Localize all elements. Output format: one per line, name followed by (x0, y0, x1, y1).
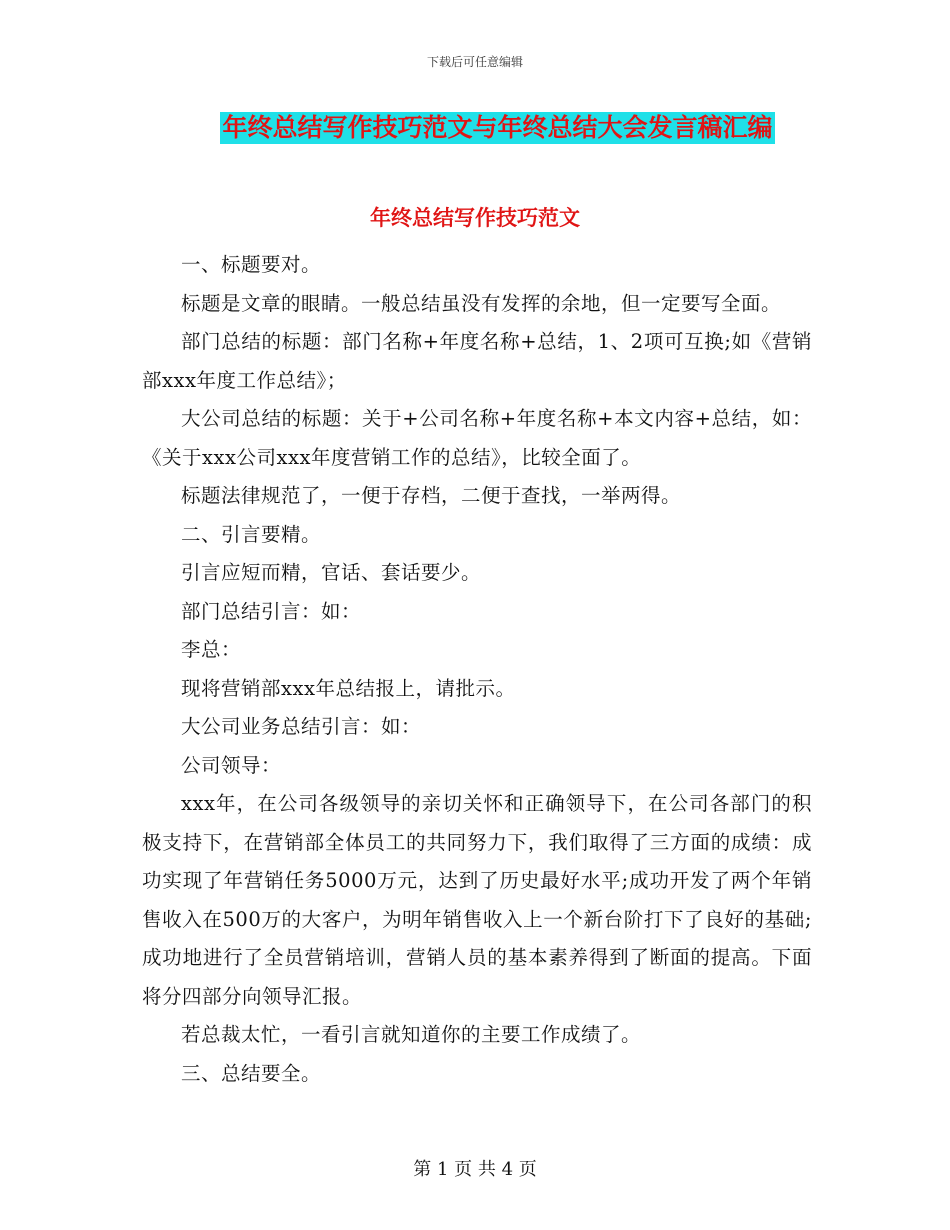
paragraph: 公司领导： (181, 753, 282, 777)
main-title: 年终总结写作技巧范文与年终总结大会发言稿汇编 (222, 113, 773, 142)
paragraph: 李总： (181, 638, 242, 661)
paragraph: 部门总结的标题：部门名称+年度名称+总结，1、2项可互换;如《营销部xxx年度工作总结》； (142, 330, 812, 392)
paragraph: 二、引言要精。 (181, 522, 322, 546)
paragraph: 大公司业务总结引言：如： (181, 715, 422, 738)
main-title-container (0, 112, 950, 144)
paragraph: 现将营销部xxx年总结报上，请批示。 (181, 676, 516, 700)
paragraph: 标题是文章的眼睛。一般总结虽没有发挥的余地，但一定要写全面。 (181, 291, 782, 315)
paragraph: 三、总结要全。 (181, 1061, 322, 1085)
document-body (142, 246, 812, 1093)
paragraph: 部门总结引言：如： (181, 599, 362, 623)
paragraph: 标题法律规范了，一便于存档，二便于查找，一举两得。 (181, 484, 682, 507)
paragraph: xxx年，在公司各级领导的亲切关怀和正确领导下，在公司各部门的积极支持下，在营销部全体员工的共同努力下，我们取得了三方面的成绩：成功实现了年营销任务5000万元，达到了历史最好水平;成功开发了两个年销售收入在500万的大客户，为明年销售收入上一个新台阶打下了良好的基础;成功地进行了全员营销培训，营销人员的基本素养得到了断面的提高。下面将分四部分向领导汇报。 (142, 792, 812, 1008)
paragraph: 大公司总结的标题：关于+公司名称+年度名称+本文内容+总结，如：《关于xxx公司xxx年度营销工作的总结》，比较全面了。 (142, 407, 812, 469)
page-number: 第 1 页 共 4 页 (413, 1159, 537, 1180)
paragraph: 若总裁太忙，一看引言就知道你的主要工作成绩了。 (181, 1023, 642, 1046)
paragraph: 引言应短而精，官话、套话要少。 (181, 561, 482, 584)
paragraph: 一、标题要对。 (181, 253, 322, 276)
section-title: 年终总结写作技巧范文 (370, 206, 580, 230)
header-note: 下载后可任意编辑 (426, 55, 523, 69)
page-footer (0, 1155, 950, 1181)
